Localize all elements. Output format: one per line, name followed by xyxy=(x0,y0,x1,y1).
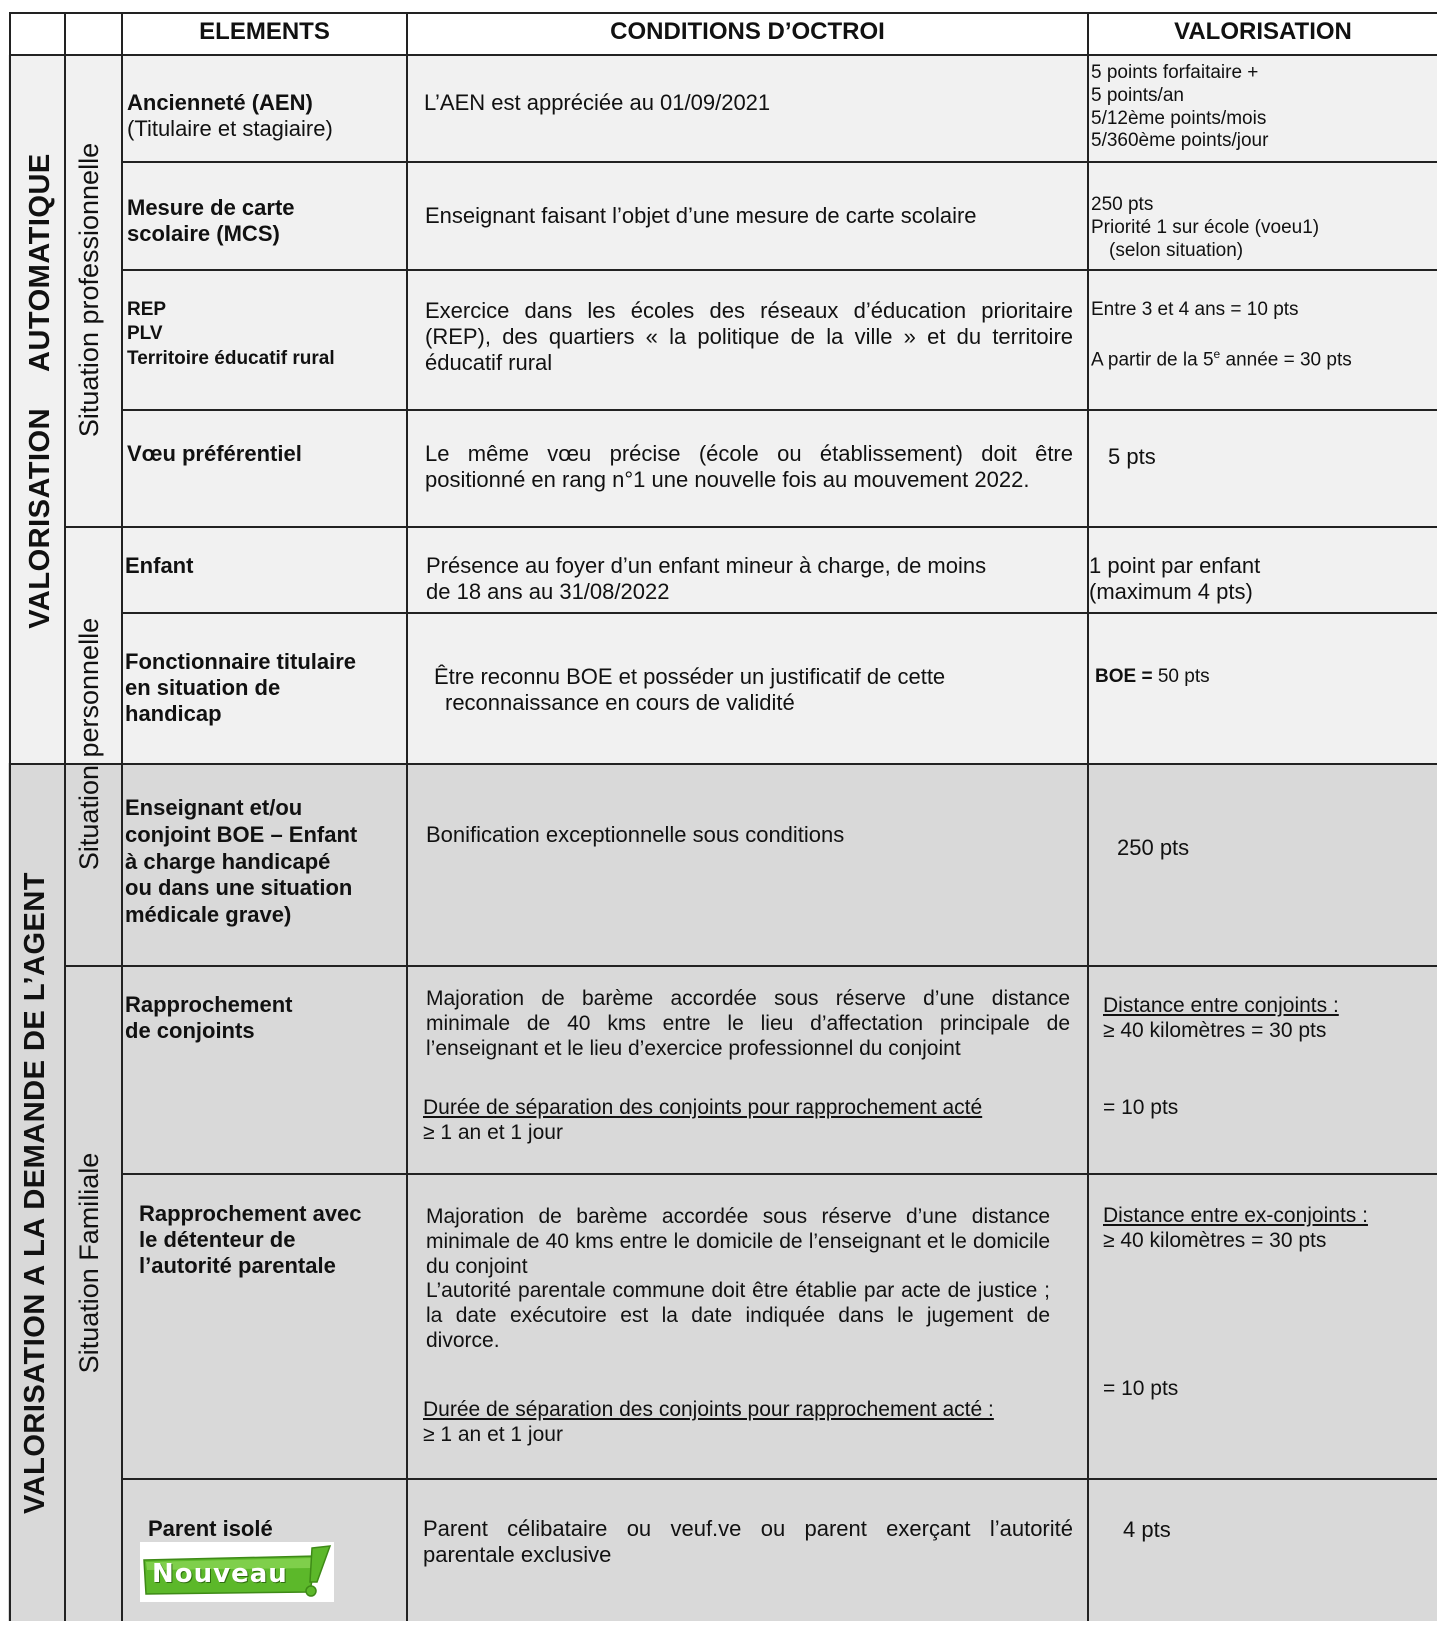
border-col1 xyxy=(64,12,66,1621)
row-voeu-condition: Le même vœu précise (école ou établissement) doit être positionné en rang n°1 une nouvelle fois au mouvement 2022. xyxy=(425,441,1073,492)
aen-val-3: 5/12ème points/mois xyxy=(1091,107,1267,129)
mcs-val-2: Priorité 1 sur école (voeu1) xyxy=(1091,217,1320,239)
row-handicap-valorisation xyxy=(1095,666,1425,688)
row-aen-element xyxy=(127,90,402,142)
row-isole-element: Parent isolé xyxy=(148,1516,273,1541)
autorite-val-2: = 10 pts xyxy=(1103,1376,1179,1400)
row-enfant-element: Enfant xyxy=(125,553,194,578)
label-auto-left: VALORISATION xyxy=(24,407,56,629)
handicap-element-3: handicap xyxy=(125,700,222,726)
handicap-condition-1: Être reconnu BOE et posséder un justificatif de cette xyxy=(434,664,946,689)
row-enfant-condition xyxy=(426,553,1076,605)
autorite-val-title: Distance entre ex-conjoints : xyxy=(1103,1204,1368,1227)
row-conjoints-condition: Majoration de barème accordée sous réserve d’une distance minimale de 40 kms entre le lieu d’affectation principale de l’enseignant et le lieu d’exercice professionnel du conjoint xyxy=(426,987,1070,1060)
conjoints-val-1: ≥ 40 kilomètres = 30 pts xyxy=(1103,1018,1327,1042)
mcs-val-3: (selon situation) xyxy=(1109,240,1244,262)
header-conditions: CONDITIONS D’OCTROI xyxy=(610,18,885,45)
border-r2 xyxy=(121,269,1437,271)
autorite-element-2: le détenteur de xyxy=(139,1226,296,1252)
autorite-duree-val: ≥ 1 an et 1 jour xyxy=(423,1422,563,1446)
row-mcs-element xyxy=(127,195,402,247)
enfant-condition-2: de 18 ans au 31/08/2022 xyxy=(426,578,670,604)
row-boe-condition: Bonification exceptionnelle sous conditions xyxy=(426,822,845,847)
border-header xyxy=(9,54,1437,56)
border-r1 xyxy=(121,161,1437,163)
aen-element-sub: (Titulaire et stagiaire) xyxy=(127,115,333,141)
conjoints-element-1: Rapprochement xyxy=(125,992,293,1017)
border-r7 xyxy=(64,965,1437,967)
nouveau-badge-label: Nouveau xyxy=(152,1559,288,1589)
conjoints-element-2: de conjoints xyxy=(125,1017,255,1043)
rep-val-2 xyxy=(1091,347,1431,372)
handicap-element-1: Fonctionnaire titulaire xyxy=(125,649,357,674)
handicap-val-rest: 50 pts xyxy=(1152,666,1210,687)
label-situation-familiale: Situation Familiale xyxy=(74,1152,104,1374)
label-valorisation-automatique xyxy=(20,21,60,761)
aen-val-4: 5/360ème points/jour xyxy=(1091,130,1269,152)
border-r6 xyxy=(9,763,1437,765)
rep-element-2: PLV xyxy=(127,323,163,345)
mcs-element-1: Mesure de carte xyxy=(127,195,295,220)
rep-val-2-pre: A partir de la 5 xyxy=(1091,349,1214,371)
nouveau-badge xyxy=(140,1542,334,1602)
row-aen-valorisation xyxy=(1091,62,1431,153)
border-col2 xyxy=(121,12,123,1621)
boe-element-5: médicale grave) xyxy=(125,902,292,928)
handicap-condition-2: reconnaissance en cours de validité xyxy=(445,689,795,715)
border-r9 xyxy=(121,1478,1437,1480)
row-voeu-element: Vœu préférentiel xyxy=(127,441,302,466)
conjoints-val-title: Distance entre conjoints : xyxy=(1103,994,1339,1017)
label-valorisation-demande: VALORISATION A LA DEMANDE DE L’AGENT xyxy=(19,871,51,1515)
label-situation-professionnelle: Situation professionnelle xyxy=(74,142,104,438)
rep-element-1: REP xyxy=(127,299,167,320)
row-aen-condition: L’AEN est appréciée au 01/09/2021 xyxy=(424,90,771,115)
enfant-val-1: 1 point par enfant xyxy=(1089,553,1261,578)
handicap-val-bold: BOE = xyxy=(1095,666,1153,687)
boe-element-3: à charge handicapé xyxy=(125,848,331,874)
enfant-val-2: (maximum 4 pts) xyxy=(1089,578,1253,604)
aen-element-title: Ancienneté (AEN) xyxy=(127,90,313,115)
rep-element-3: Territoire éducatif rural xyxy=(127,347,335,369)
row-autorite-valorisation xyxy=(1103,1204,1433,1401)
autorite-duree-title: Durée de séparation des conjoints pour rapprochement acté : xyxy=(423,1398,994,1421)
conjoints-duree-title: Durée de séparation des conjoints pour rapprochement acté xyxy=(423,1096,983,1119)
autorite-element-3: l’autorité parentale xyxy=(139,1252,336,1278)
row-autorite-duree xyxy=(423,1398,1083,1448)
border-r3 xyxy=(121,409,1437,411)
row-rep-element xyxy=(127,298,402,371)
autorite-element-1: Rapprochement avec xyxy=(139,1201,362,1226)
row-enfant-valorisation xyxy=(1089,553,1429,605)
header-valorisation: VALORISATION xyxy=(1174,18,1352,45)
border-top xyxy=(9,12,1437,14)
border-col3 xyxy=(406,12,408,1621)
row-mcs-valorisation xyxy=(1091,193,1431,263)
row-conjoints-duree xyxy=(423,1096,1083,1146)
row-autorite-element xyxy=(139,1201,404,1279)
row-isole-valorisation: 4 pts xyxy=(1123,1517,1171,1542)
border-col4 xyxy=(1087,12,1089,1621)
border-r4 xyxy=(64,526,1437,528)
rep-val-2-post: année = 30 pts xyxy=(1220,349,1352,371)
conjoints-duree-val: ≥ 1 an et 1 jour xyxy=(423,1120,563,1144)
row-conjoints-valorisation xyxy=(1103,994,1433,1120)
border-left xyxy=(9,12,11,1621)
row-mcs-condition: Enseignant faisant l’objet d’une mesure de carte scolaire xyxy=(425,203,977,228)
mcs-element-2: scolaire (MCS) xyxy=(127,220,280,246)
label-auto-right: AUTOMATIQUE xyxy=(24,153,56,372)
aen-val-2: 5 points/an xyxy=(1091,84,1184,106)
rep-val-1: Entre 3 et 4 ans = 10 pts xyxy=(1091,299,1299,320)
row-handicap-condition xyxy=(434,664,1074,716)
row-isole-condition: Parent célibataire ou veuf.ve ou parent exerçant l’autorité parentale exclusive xyxy=(423,1516,1073,1567)
row-voeu-valorisation: 5 pts xyxy=(1108,444,1156,469)
boe-element-1: Enseignant et/ou xyxy=(125,795,303,820)
autorite-condition-2: L’autorité parentale commune doit être établie par acte de justice ; la date exécutoire est la date indiquée dans le jugement de divorce. xyxy=(426,1279,1050,1352)
aen-val-1: 5 points forfaitaire + xyxy=(1091,62,1259,83)
autorite-condition-1: Majoration de barème accordée sous réserve d’une distance minimale de 40 kms entre le domicile de l’enseignant et le domicile du conjoint xyxy=(426,1205,1050,1278)
autorite-val-1: ≥ 40 kilomètres = 30 pts xyxy=(1103,1228,1327,1252)
header-elements: ELEMENTS xyxy=(199,18,330,45)
handicap-element-2: en situation de xyxy=(125,674,281,700)
label-situation-personnelle: Situation personnelle xyxy=(74,617,104,871)
row-handicap-element xyxy=(125,649,405,727)
row-rep-valorisation xyxy=(1091,299,1431,372)
row-boe-element xyxy=(125,795,405,929)
boe-element-4: ou dans une situation xyxy=(125,875,353,901)
row-boe-valorisation: 250 pts xyxy=(1117,835,1190,860)
conjoints-val-2: = 10 pts xyxy=(1103,1095,1179,1119)
boe-element-2: conjoint BOE – Enfant xyxy=(125,821,358,847)
border-r5 xyxy=(121,612,1437,614)
border-r8 xyxy=(121,1173,1437,1175)
row-conjoints-element xyxy=(125,992,405,1044)
enfant-condition-1: Présence au foyer d’un enfant mineur à charge, de moins xyxy=(426,553,987,578)
row-rep-condition: Exercice dans les écoles des réseaux d’éducation prioritaire (REP), des quartiers « la politique de la ville » et du territoire éducatif rural xyxy=(425,298,1073,375)
rep-val-2-sup: e xyxy=(1213,347,1221,362)
mcs-val-1: 250 pts xyxy=(1091,194,1154,215)
row-autorite-condition xyxy=(426,1205,1050,1354)
